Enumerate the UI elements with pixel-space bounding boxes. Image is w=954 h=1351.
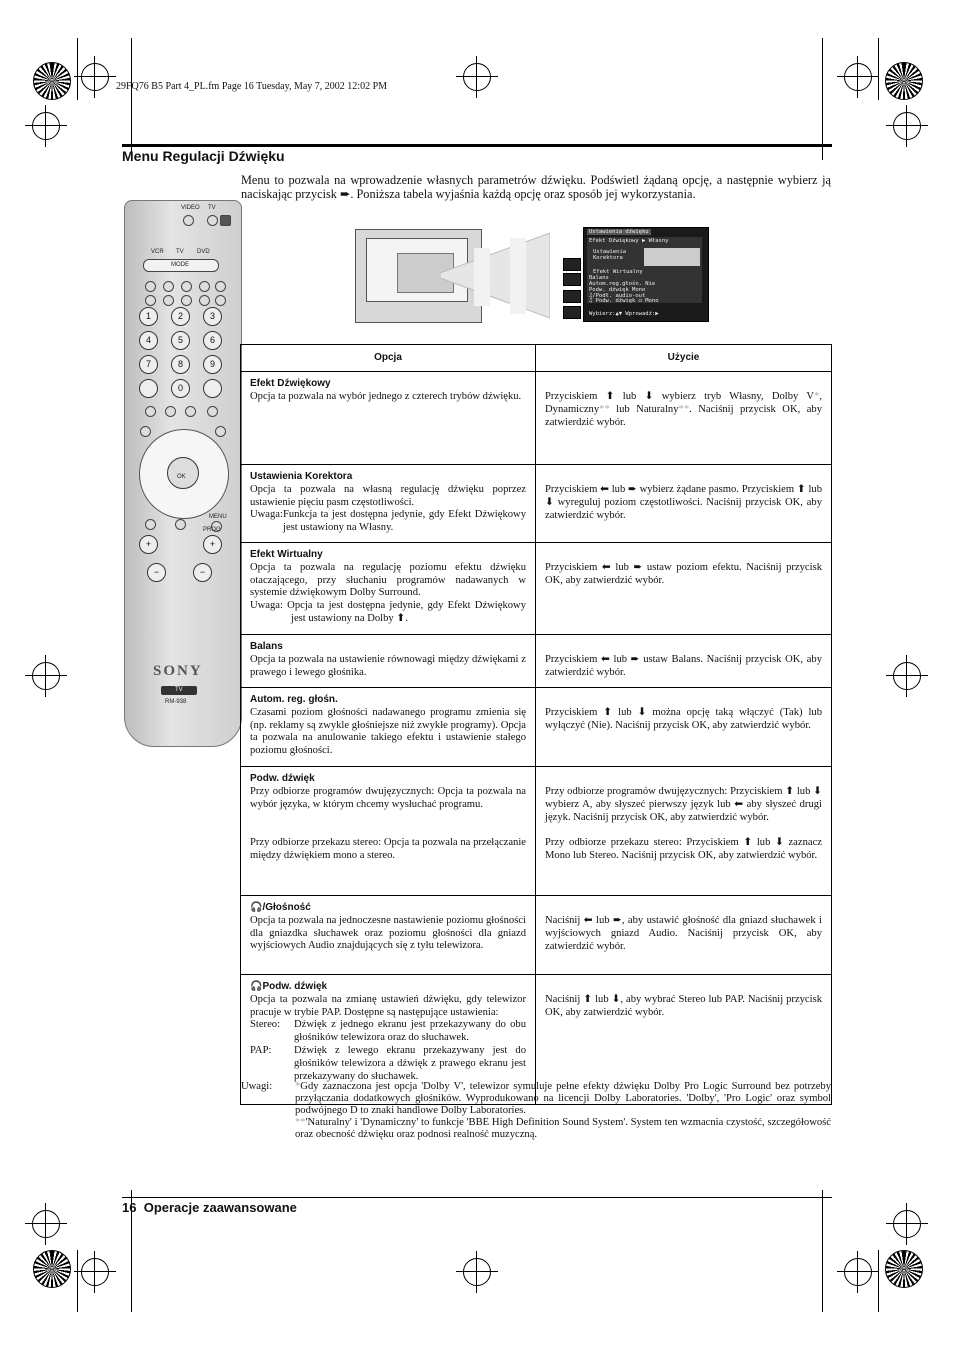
option-desc: Opcja ta pozwala na zmianę ustawień dźwięku, gdy telewizor pracuje w trybie PAP. Dostępne są następujące ustawienia:	[250, 993, 526, 1018]
option-desc: Przy odbiorze przekazu stereo: Opcja ta pozwala na przełączanie między dźwiękiem mono a stereo.	[250, 837, 526, 862]
remote-key-8: 8	[171, 355, 190, 374]
option-name: Podw. dźwięk	[250, 773, 315, 784]
option-name: 🎧/Głośność	[250, 902, 311, 913]
option-usage: Przyciskiem ⬅ lub ➨ ustaw Balans. Naciśnij przycisk OK, aby zatwierdzić wybór.	[545, 654, 822, 678]
crosshair-mark	[32, 1210, 60, 1238]
page-footer	[122, 1200, 297, 1215]
option-note: Uwaga:Funkcja ta jest dostępna jedynie, gdy Efekt Dźwiękowy jest ustawiony na Własny.	[250, 509, 526, 534]
crosshair-mark	[463, 63, 491, 91]
crosshair-mark	[844, 63, 872, 91]
remote-label-vcr: VCR	[151, 249, 164, 255]
remote-key-4: 4	[139, 331, 158, 350]
crosshair-mark	[893, 112, 921, 140]
page-title: Menu Regulacji Dźwięku	[122, 148, 285, 164]
remote-label-dvd: DVD	[197, 249, 210, 255]
remote-brand-logo: SONY	[153, 663, 203, 679]
menu-header: Ustawienia dźwięku	[589, 229, 649, 235]
option-name: Efekt Dźwiękowy	[250, 378, 331, 389]
headphone-icon: 🎧	[250, 981, 263, 992]
remote-key-2: 2	[171, 307, 190, 326]
option-usage: Przyciskiem ⬆ lub ⬇ można opcję taką włączyć (Tak) lub wyłączyć (Nie). Naciśnij przycisk OK, aby zatwierdzić wybór.	[545, 707, 822, 731]
crosshair-mark	[81, 1258, 109, 1286]
option-usage: Naciśnij ⬅ lub ➨, aby ustawić głośność dla gniazd słuchawek i wyjściowych gniazd Audio. Naciśnij przycisk OK, aby zatwierdzić wybór.	[545, 915, 822, 952]
remote-key-0: 0	[171, 379, 190, 398]
page-number: 16	[122, 1200, 137, 1215]
intro-paragraph: Menu to pozwala na wprowadzenie własnych parametrów dźwięku. Podświetl żądaną opcję, a następnie wybierz ją naciskając przycisk ➨. Poniższa tabela wyjaśnia każdą opcję oraz sposób jej wykorzystania.	[241, 173, 831, 201]
option-desc: Przy odbiorze programów dwujęzycznych: Opcja ta pozwala na wybór języka, w którym chcemy wysłuchać programu.	[250, 785, 526, 810]
option-desc: Opcja ta pozwala na regulację poziomu efektu dźwięku otaczającego, przy słuchaniu programów nadawanych w systemie dźwiękowym Dolby Surround.	[250, 561, 526, 599]
table-row	[241, 688, 832, 767]
option-name: Ustawienia Korektora	[250, 471, 353, 482]
option-name: Autom. reg. głośn.	[250, 694, 338, 705]
remote-control-image: VIDEO TV VCR TV DVD MODE 1 2 3 4 5 6 7 8 9 0 OK MENU PROG + + − − SONY TV RM-938	[124, 200, 242, 747]
remote-label-tv2: TV	[176, 249, 184, 255]
options-table	[240, 344, 832, 1105]
crosshair-mark	[893, 662, 921, 690]
option-desc: Opcja ta pozwala na ustawienie równowagi między dźwiękami z prawego i lewego głośnika.	[250, 653, 526, 678]
crosshair-mark	[81, 63, 109, 91]
section-name: Operacje zaawansowane	[143, 1200, 297, 1215]
remote-key-6: 6	[203, 331, 222, 350]
remote-key-5: 5	[171, 331, 190, 350]
crosshair-mark	[32, 662, 60, 690]
registration-star-top-left	[33, 62, 71, 100]
option-usage: Naciśnij ⬆ lub ⬇, aby wybrać Stereo lub PAP. Naciśnij przycisk OK, aby zatwierdzić wybór.	[545, 994, 822, 1018]
crosshair-mark	[32, 112, 60, 140]
remote-key-1: 1	[139, 307, 158, 326]
col-header-option: Opcja	[241, 345, 536, 372]
sound-menu-screenshot: Ustawienia dźwięku Efekt Dźwiękowy ▶ Własny Ustawienia Korektora Efekt Wirtualny Balans Autom.reg.głośn. Nie Podw. dźwięk Mono ♫/Podł. audio-out ♫ Podw. dźwięk ◻ Mono Wybierz:▲▼ Wprowadź:▶	[583, 227, 709, 322]
crosshair-mark	[463, 1258, 491, 1286]
option-usage: Przyciskiem ⬅ lub ➨ ustaw poziom efektu. Naciśnij przycisk OK, aby zatwierdzić wybór.	[545, 562, 822, 586]
remote-label-prog: PROG	[203, 527, 221, 533]
option-name: 🎧Podw. dźwięk	[250, 981, 328, 992]
remote-label-tv: TV	[208, 205, 216, 211]
registration-star-bottom-left	[33, 1250, 71, 1288]
option-usage: Przyciskiem ⬆ lub ⬇ wybierz tryb Własny, Dolby V*, Dynamiczny** lub Naturalny**. Naciśnij przycisk OK, aby zatwierdzić wybór.	[545, 391, 822, 428]
option-usage: Przyciskiem ⬅ lub ➨ wybierz żądane pasmo. Przyciskiem ⬆ lub ⬇ wyreguluj poziom częstotliwości. Naciśnij przycisk OK, aby zatwierdzić wybór.	[545, 484, 822, 521]
remote-key-3: 3	[203, 307, 222, 326]
remote-key-9: 9	[203, 355, 222, 374]
remote-key-7: 7	[139, 355, 158, 374]
option-desc: Czasami poziom głośności nadawanego programu zmienia się (np. reklamy są zwykle głośniejsze niż zwykłe programy). Opcja ta pozwala na anulowanie takiego efektu i ustawienie stałego poziomu głośności.	[250, 706, 526, 757]
table-row	[241, 372, 832, 465]
option-name: Efekt Wirtualny	[250, 549, 323, 560]
file-header: 29FQ76 B5 Part 4_PL.fm Page 16 Tuesday, May 7, 2002 12:02 PM	[116, 81, 388, 92]
headphone-icon: 🎧	[250, 902, 263, 913]
remote-tv-label: TV	[175, 687, 183, 693]
registration-star-top-right	[885, 62, 923, 100]
option-note: Uwaga: Opcja ta jest dostępna jedynie, gdy Efekt Dźwiękowy jest ustawiony na Dolby ⬆.	[250, 600, 526, 624]
note-2: 'Naturalny' i 'Dynamiczny' to funkcje 'BBE High Definition Sound System'. System ten wzmacnia czystość, szczegółowość oraz obecność dźwięku oraz podnosi realność muzyczną.	[295, 1117, 831, 1140]
remote-label-ok: OK	[177, 474, 186, 480]
crosshair-mark	[844, 1258, 872, 1286]
table-row	[241, 896, 832, 975]
option-name: Balans	[250, 641, 283, 652]
crosshair-mark	[893, 1210, 921, 1238]
registration-star-bottom-right	[885, 1250, 923, 1288]
remote-label-menu: MENU	[209, 514, 227, 520]
option-usage: Przy odbiorze programów dwujęzycznych: Przyciskiem ⬆ lub ⬇ wybierz A, aby słyszeć pierwszy język lub ⬅ aby słyszeć drugi język. Naciśnij przycisk OK, aby zatwierdzić wybór.	[545, 786, 822, 823]
notes: Uwagi: *Gdy zaznaczona jest opcja 'Dolby V', telewizor symuluje pełne efekty dźwięku Dolby Pro Logic Surround bez potrzeby przyłączania dodatkowych głośników. Wyprodukowano na licencji Dolby Laboratories. 'Dolby', 'Pro Logic' oraz symbol podwójnego D to znaki handlowe Dolby Laboratories. **'Naturalny' i 'Dynamiczny' to funkcje 'BBE High Definition Sound System'. System ten wzmacnia czystość, szczegółowość oraz obecność dźwięku oraz podnosi realność muzyczną.	[241, 1081, 831, 1140]
notes-label: Uwagi:	[241, 1081, 273, 1092]
option-desc: Opcja ta pozwala na własną regulację dźwięku poprzez ustawienie pięciu pasm częstotliwości.	[250, 483, 526, 508]
remote-model: RM-938	[165, 699, 187, 705]
col-header-usage: Użycie	[536, 345, 832, 372]
option-desc: Opcja ta pozwala na wybór jednego z czterech trybów dźwięku.	[250, 390, 522, 402]
table-row	[241, 543, 832, 635]
table-row	[241, 465, 832, 543]
zoom-rays	[440, 228, 550, 323]
remote-label-mode: MODE	[171, 262, 189, 268]
option-usage: Przy odbiorze przekazu stereo: Przyciskiem ⬆ lub ⬇ zaznacz Mono lub Stereo. Naciśnij przycisk OK, aby zatwierdzić wybór.	[545, 837, 822, 862]
table-row	[241, 635, 832, 688]
table-row	[241, 767, 832, 896]
option-desc: Opcja ta pozwala na jednoczesne nastawienie poziomu głośności dla gniazdka słuchawek oraz poziomu głośności dla gniazd wyjściowych Audio znajdujących się z tyłu telewizora.	[250, 914, 526, 952]
remote-label-video: VIDEO	[181, 205, 200, 211]
note-1: Gdy zaznaczona jest opcja 'Dolby V', telewizor symuluje pełne efekty dźwięku Dolby Pro Logic Surround bez potrzeby przyłączania dodatkowych głośników. Wyprodukowano na licencji Dolby Laboratories. 'Dolby', 'Pro Logic' oraz symbol podwójnego D to znaki handlowe Dolby Laboratories.	[295, 1081, 831, 1116]
table-row: 🎧Podw. dźwięk Opcja ta pozwala na zmianę ustawień dźwięku, gdy telewizor pracuje w trybie PAP. Dostępne są następujące ustawienia: Stereo: Dźwięk z jednego ekranu jest przekazywany do obu głośników telewizora oraz do słuchawek. PAP: Dźwięk z lewego ekranu przekazywany jest do głośników telewizora a dźwięk z prawego ekranu jest przekazywany do słuchawek. Naciśnij ⬆ lub ⬇, aby wybrać Stereo lub PAP. Naciśnij przycisk OK, aby zatwierdzić wybór.	[241, 975, 832, 1105]
